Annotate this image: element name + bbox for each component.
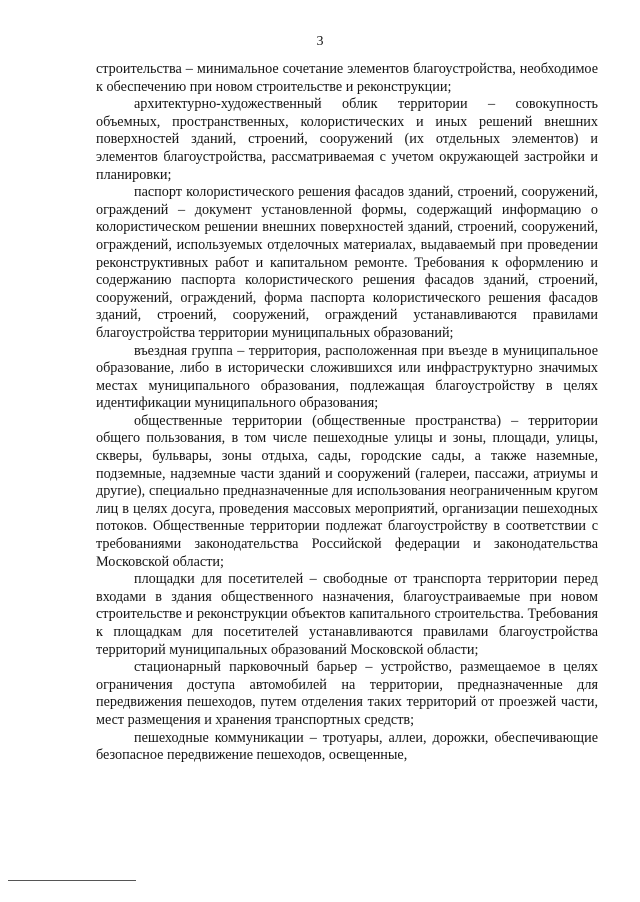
paragraph-visitor-areas: площадки для посетителей – свободные от транспорта территории перед входами в здания общественного назначения, благоустраиваемые при новом строительстве и реконструкции объектов капитального строительства. Требования к площадкам для посетителей устанавливаются правилами благоустройства территорий муниципальных образований Московской области; (96, 571, 598, 658)
paragraph-continuation: строительства – минимальное сочетание элементов благоустройства, необходимое к обеспечению при новом строительстве и реконструкции; (96, 61, 598, 95)
paragraph-parking-barrier: стационарный парковочный барьер – устройство, размещаемое в целях ограничения доступа автомобилей на территории, предназначенные для передвижения пешеходов, путем отделения таких территорий от проезжей части, мест размещения и хранения транспортных средств; (96, 659, 598, 728)
document-body (96, 61, 598, 765)
page-number: 3 (316, 34, 324, 49)
paragraph-pedestrian-communications: пешеходные коммуникации – тротуары, аллеи, дорожки, обеспечивающие безопасное передвижение пешеходов, освещенные, (96, 729, 598, 764)
paragraph-color-passport: паспорт колористического решения фасадов зданий, строений, сооружений, ограждений – документ установленной формы, содержащий информацию о колористическом решении внешних поверхностей зданий, строений, сооружений, ограждений, используемых отделочных материалах, выдаваемый при проведении реконструктивных работ и капитальном ремонте. Требования к оформлению и содержанию паспорта колористического решения фасадов зданий, строений, сооружений, ограждений, форма паспорта колористического решения фасадов зданий, строений, сооружений, ограждений устанавливаются правилами благоустройства территории муниципальных образований; (96, 184, 598, 341)
paragraph-architectural-appearance: архитектурно-художественный облик территории – совокупность объемных, пространственных, колористических и иных решений внешних поверхностей зданий, строений, сооружений (их отдельных элементов) и элементов благоустройства, рассматриваемая с учетом окружающей застройки и планировки; (96, 96, 598, 183)
footer-divider (8, 880, 136, 881)
paragraph-public-territories: общественные территории (общественные пространства) – территории общего пользования, в том числе пешеходные улицы и зоны, площади, улицы, скверы, бульвары, зоны отдыха, сады, городские сады, а также наземные, подземные, надземные части зданий и сооружений (галереи, пассажи, атриумы и другие), специально предназначенные для использования неограниченным кругом лиц в целях досуга, проведения массовых мероприятий, организации пешеходных потоков. Общественные территории подлежат благоустройству в соответствии с требованиями законодательства Российской федерации и законодательства Московской области; (96, 412, 598, 570)
paragraph-entry-group: въездная группа – территория, расположенная при въезде в муниципальное образование, либо в исторически сложившихся или инфраструктурно значимых местах муниципального образования, подлежащая благоустройству в целях идентификации муниципального образования; (96, 342, 598, 412)
